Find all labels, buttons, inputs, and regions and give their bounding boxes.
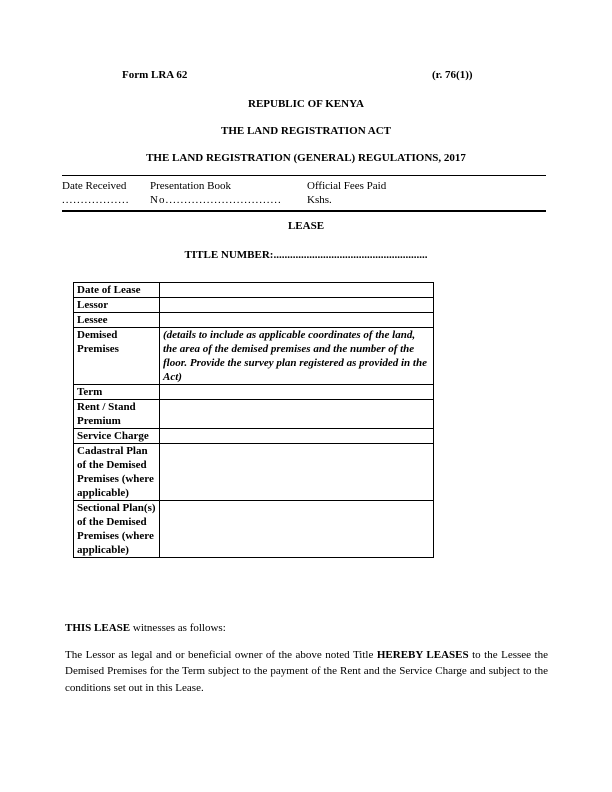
row-label: Term bbox=[74, 385, 160, 400]
row-value-field bbox=[160, 385, 434, 400]
witness-clause-bold: THIS LEASE bbox=[65, 622, 131, 634]
heading-republic-of-kenya: REPUBLIC OF KENYA bbox=[248, 98, 364, 110]
official-fees-label: Official Fees Paid bbox=[307, 180, 387, 192]
witness-clause-rest: witnesses as follows: bbox=[130, 622, 226, 634]
official-fees-column bbox=[307, 179, 386, 207]
leasing-clause-part1: The Lessor as legal and or beneficial owner of the above noted Title bbox=[65, 649, 377, 661]
lease-details-table bbox=[73, 282, 434, 558]
presentation-book-label: Presentation Book bbox=[150, 180, 231, 192]
leasing-clause-paragraph bbox=[65, 647, 548, 696]
leasing-clause-part2: to the Lessee the Demised Premises for the Term subject to the payment of the Rent and the Service Charge and subject to the conditions set out in this Lease. bbox=[65, 649, 548, 694]
row-value-field bbox=[160, 429, 434, 444]
row-label: Cadastral Plan of the Demised Premises (where applicable) bbox=[74, 444, 160, 501]
row-label: Demised Premises bbox=[74, 328, 160, 385]
rule-reference: (r. 76(1)) bbox=[432, 69, 473, 81]
demised-premises-guidance: (details to include as applicable coordinates of the land, the area of the demised premises and the number of the floor. Provide the survey plan registered as provided in the Act) bbox=[160, 328, 434, 385]
date-received-column bbox=[62, 179, 130, 207]
presentation-book-column bbox=[150, 179, 282, 207]
leasing-clause-bold: HEREBY LEASES bbox=[376, 649, 469, 661]
official-fees-currency: Kshs. bbox=[307, 194, 332, 206]
date-received-label: Date Received bbox=[62, 180, 127, 192]
table-row-date-of-lease bbox=[74, 283, 434, 298]
table-row-term bbox=[74, 385, 434, 400]
lease-heading: LEASE bbox=[287, 220, 325, 232]
table-row-cadastral-plan bbox=[74, 444, 434, 501]
heading-land-registration-act: THE LAND REGISTRATION ACT bbox=[220, 125, 392, 137]
row-value-field bbox=[160, 501, 434, 558]
heading-regulations-2017: THE LAND REGISTRATION (GENERAL) REGULATIONS, 2017 bbox=[146, 152, 466, 164]
row-label: Service Charge bbox=[74, 429, 160, 444]
title-number-fill-line: ........................................................ bbox=[273, 249, 428, 261]
row-value-field bbox=[160, 298, 434, 313]
row-label: Lessor bbox=[74, 298, 160, 313]
row-value-field bbox=[160, 400, 434, 429]
title-number-line bbox=[0, 248, 612, 262]
table-row-sectional-plans bbox=[74, 501, 434, 558]
row-label: Sectional Plan(s) of the Demised Premises (where applicable) bbox=[74, 501, 160, 558]
table-row-lessor bbox=[74, 298, 434, 313]
date-received-fill-line: .................. bbox=[62, 194, 130, 206]
row-label: Date of Lease bbox=[74, 283, 160, 298]
row-label: Rent / Stand Premium bbox=[74, 400, 160, 429]
title-number-label: TITLE NUMBER: bbox=[184, 249, 274, 261]
row-value-field bbox=[160, 313, 434, 328]
row-value-field bbox=[160, 444, 434, 501]
presentation-book-no-line: No............................... bbox=[150, 194, 282, 206]
row-value-field bbox=[160, 283, 434, 298]
form-number: Form LRA 62 bbox=[122, 69, 188, 81]
table-row-lessee bbox=[74, 313, 434, 328]
table-row-rent-stand-premium bbox=[74, 400, 434, 429]
official-use-block bbox=[62, 175, 546, 212]
table-row-service-charge bbox=[74, 429, 434, 444]
table-row-demised-premises bbox=[74, 328, 434, 385]
witness-clause bbox=[65, 621, 548, 635]
row-label: Lessee bbox=[74, 313, 160, 328]
